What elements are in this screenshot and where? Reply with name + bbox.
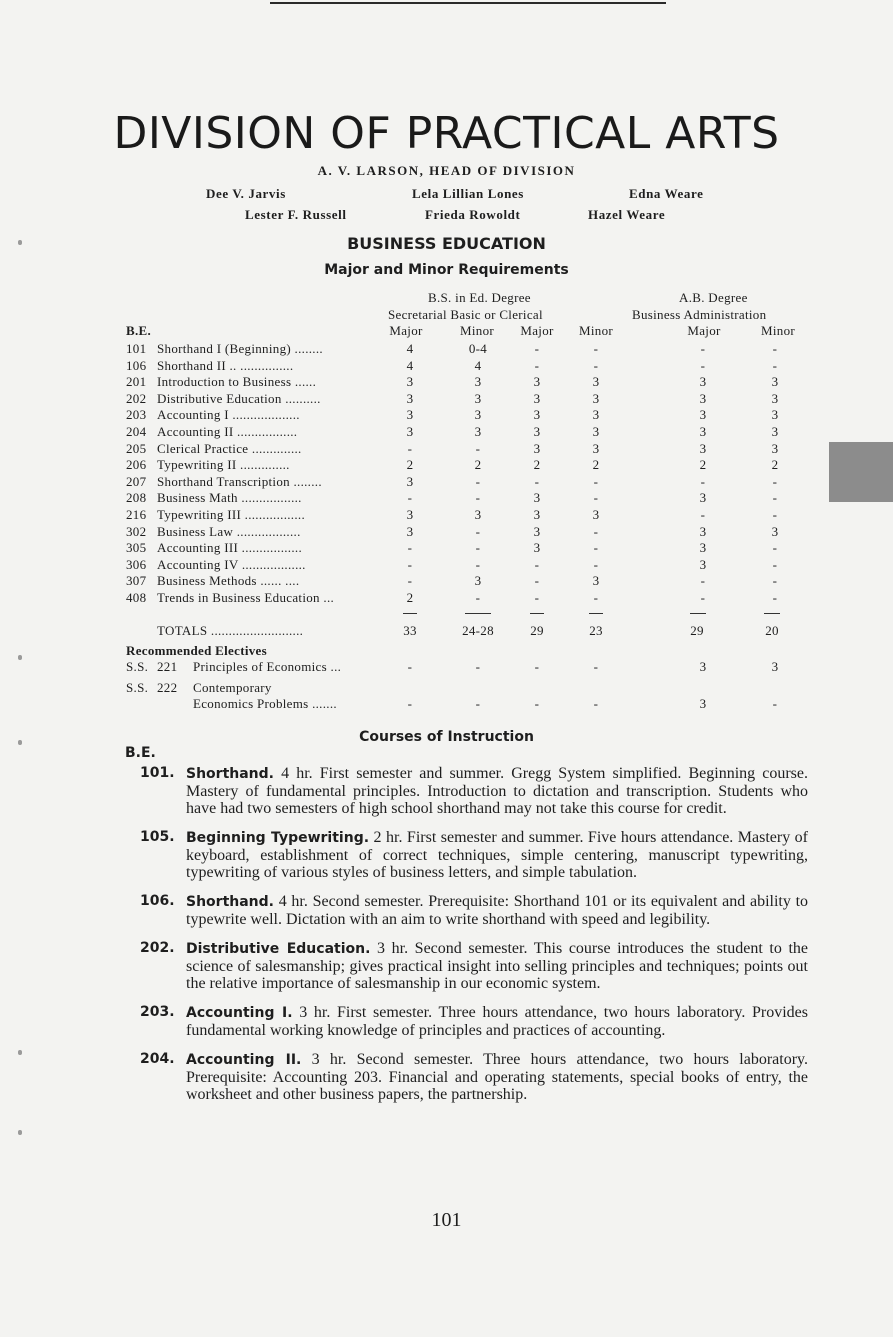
col-label: Major: [389, 323, 423, 338]
credit-value: 3: [406, 390, 414, 406]
credit-value: 3: [699, 556, 707, 572]
course-name: Shorthand Transcription ........: [157, 473, 322, 489]
course-name: Business Law ..................: [157, 523, 301, 539]
elective-value: -: [534, 659, 540, 674]
credit-value: -: [772, 590, 778, 605]
credit-value: 3: [533, 424, 541, 439]
course-entry: [108, 1051, 808, 1103]
course-entry-text: 3 hr. Second semester. Three hours attendance, two hours laboratory. Prerequisite: Accounting 203. Financial and operating statements, special books of entry, the worksheet and other business papers, the partnership.: [186, 1051, 809, 1103]
credit-value: -: [534, 590, 540, 605]
credit-value: -: [534, 556, 540, 572]
margin-mark: [18, 655, 22, 660]
credit-value: -: [534, 357, 540, 373]
credit-value: -: [407, 490, 413, 506]
credit-value: -: [772, 540, 778, 556]
credit-value: 3: [406, 407, 414, 423]
course-entry-body: [186, 829, 808, 881]
course-number: 307: [126, 573, 147, 589]
credit-value: 3: [533, 523, 541, 539]
credit-value: -: [700, 357, 706, 373]
division-head: A. V. LARSON, HEAD OF DIVISION: [317, 163, 576, 178]
credit-value: 2: [771, 457, 779, 473]
credit-value: -: [534, 573, 540, 589]
total-rule: [589, 613, 603, 614]
table-prefix: B.E.: [126, 323, 152, 338]
credit-value: 3: [533, 507, 541, 522]
page-edge-tab: [829, 442, 893, 502]
credit-value: 4: [474, 357, 482, 373]
electives-label: Recommended Electives: [126, 643, 267, 658]
course-entry-number: 106.: [140, 893, 175, 909]
course-entry-text: 4 hr. First semester and summer. Gregg System simplified. Beginning course. Mastery of fundamental principles. Introduction to dictation and transcription. Students who have had two semesters of high school shorthand may not take this course for credit.: [186, 765, 809, 817]
credit-value: 3: [771, 390, 779, 406]
course-entry-text: 4 hr. Second semester. Prerequisite: Shorthand 101 or its equivalent and ability to typewrite well. Dictation with an aim to write shorthand with speed and legibility.: [186, 893, 809, 928]
total-value: 29: [690, 623, 704, 638]
section-title: BUSINESS EDUCATION: [347, 234, 546, 253]
credit-value: -: [593, 556, 599, 572]
elective-name: Principles of Economics ...: [193, 659, 342, 674]
credit-value: -: [475, 590, 481, 605]
course-number: 305: [126, 540, 147, 556]
course-name: Accounting IV ..................: [157, 556, 306, 572]
course-name: Business Math .................: [157, 490, 302, 506]
course-entry-title: Beginning Typewriting.: [186, 830, 370, 846]
course-name: Trends in Business Education ...: [157, 590, 335, 605]
credit-value: 3: [533, 407, 541, 423]
course-name: Accounting I ...................: [157, 407, 300, 423]
credit-value: 3: [699, 424, 707, 439]
course-number: 408: [126, 590, 147, 605]
page-number: 101: [431, 1209, 462, 1231]
course-name: Distributive Education ..........: [157, 390, 321, 406]
credit-value: 3: [474, 573, 482, 589]
credit-value: 3: [592, 390, 600, 406]
course-entry-number: 202.: [140, 940, 175, 956]
course-number: 302: [126, 523, 147, 539]
credit-value: 2: [699, 457, 707, 473]
credit-value: -: [700, 507, 706, 522]
elective-prefix: S.S.: [126, 659, 149, 674]
credit-value: 3: [699, 523, 707, 539]
credit-value: -: [772, 473, 778, 489]
course-name: Accounting II .................: [157, 424, 298, 439]
elective-value: 3: [699, 659, 707, 674]
course-entry-title: Accounting II.: [186, 1052, 302, 1068]
course-name: Shorthand I (Beginning) ........: [157, 341, 323, 356]
credit-value: 3: [533, 490, 541, 506]
credit-value: -: [475, 523, 481, 539]
credit-value: -: [407, 556, 413, 572]
credit-value: 3: [533, 374, 541, 390]
credit-value: -: [772, 341, 778, 356]
course-number: 203: [126, 407, 147, 423]
credit-value: -: [700, 341, 706, 356]
total-value: 23: [589, 623, 603, 638]
credit-value: -: [593, 590, 599, 605]
course-name: Business Methods ...... ....: [157, 573, 300, 589]
credit-value: 3: [406, 374, 414, 390]
credit-value: 4: [406, 341, 414, 356]
staff-name: Hazel Weare: [588, 207, 666, 222]
elective-value: 3: [771, 659, 779, 674]
course-number: 202: [126, 390, 147, 406]
credit-value: 2: [406, 590, 414, 605]
course-entry-number: 203.: [140, 1004, 175, 1020]
course-entry: [108, 765, 808, 817]
course-entry: [108, 893, 808, 928]
course-entry-number: 105.: [140, 829, 175, 845]
course-entry-body: [186, 893, 808, 928]
credit-value: 3: [406, 473, 414, 489]
credit-value: -: [407, 540, 413, 556]
credit-value: 3: [406, 507, 414, 522]
col-label: Minor: [761, 323, 795, 338]
credit-value: 3: [592, 424, 600, 439]
credit-value: -: [593, 540, 599, 556]
credit-value: 3: [592, 407, 600, 423]
credit-value: -: [407, 573, 413, 589]
credit-value: -: [700, 590, 706, 605]
total-value: 24-28: [462, 623, 494, 638]
course-entry-body: [186, 1051, 808, 1103]
total-value: 33: [403, 623, 417, 638]
credit-value: 3: [771, 424, 779, 439]
elective-number: 222: [157, 680, 178, 695]
course-number: 204: [126, 424, 147, 439]
credit-value: 3: [474, 407, 482, 423]
total-rule: [764, 613, 780, 614]
course-number: 106: [126, 357, 147, 373]
credit-value: 3: [699, 490, 707, 506]
credit-value: 3: [406, 523, 414, 539]
course-number: 205: [126, 440, 147, 456]
course-entry-title: Shorthand.: [186, 894, 274, 910]
elective-prefix: S.S.: [126, 680, 149, 695]
top-border-line: [270, 2, 666, 4]
credit-value: 2: [592, 457, 600, 473]
course-name: Typewriting II ..............: [157, 457, 290, 473]
bs-degree-subheader: Secretarial Basic or Clerical: [388, 307, 543, 322]
elective-value: -: [407, 696, 413, 711]
credit-value: -: [772, 507, 778, 522]
col-label: Major: [687, 323, 721, 338]
course-entry: [108, 940, 808, 992]
course-entry-text: 3 hr. First semester. Three hours attendance, two hours laboratory. Provides fundamental working knowledge of principles and practices of accounting.: [186, 1004, 809, 1039]
credit-value: -: [475, 540, 481, 556]
elective-value: -: [772, 696, 778, 711]
course-entry-title: Shorthand.: [186, 766, 274, 782]
credit-value: 3: [474, 390, 482, 406]
course-entry-number: 204.: [140, 1051, 175, 1067]
margin-mark: [18, 1050, 22, 1055]
credit-value: 3: [406, 424, 414, 439]
ab-degree-header: A.B. Degree: [679, 290, 748, 305]
total-rule: [465, 613, 491, 614]
credit-value: 2: [533, 457, 541, 473]
section-subtitle: Major and Minor Requirements: [324, 262, 569, 278]
credit-value: 2: [406, 457, 414, 473]
credit-value: 3: [474, 424, 482, 439]
credit-value: -: [700, 573, 706, 589]
course-entry-body: [186, 765, 808, 817]
credit-value: -: [593, 473, 599, 489]
course-entry-number: 101.: [140, 765, 175, 781]
credit-value: 3: [699, 440, 707, 456]
credit-value: 3: [699, 540, 707, 556]
course-number: 101: [126, 341, 147, 356]
credit-value: 3: [699, 390, 707, 406]
credit-value: -: [475, 556, 481, 572]
credit-value: 3: [533, 440, 541, 456]
credit-value: -: [593, 523, 599, 539]
credit-value: 3: [699, 407, 707, 423]
elective-name: Contemporary: [193, 680, 272, 695]
credit-value: -: [593, 341, 599, 356]
elective-value: -: [475, 696, 481, 711]
credit-value: 3: [771, 374, 779, 390]
course-entry: [108, 1004, 808, 1039]
division-title: DIVISION OF PRACTICAL ARTS: [113, 108, 780, 159]
course-number: 306: [126, 556, 147, 572]
col-label: Minor: [460, 323, 494, 338]
total-rule: [690, 613, 706, 614]
totals-label: TOTALS ..........................: [157, 623, 304, 638]
credit-value: 3: [474, 507, 482, 522]
elective-name-cont: Economics Problems .......: [193, 696, 337, 711]
courses-title: Courses of Instruction: [359, 729, 534, 745]
elective-value: -: [475, 659, 481, 674]
course-entry: [108, 829, 808, 881]
course-number: 207: [126, 473, 147, 489]
elective-number: 221: [157, 659, 178, 674]
course-entry-title: Accounting I.: [186, 1005, 293, 1021]
credit-value: 3: [533, 390, 541, 406]
staff-name: Frieda Rowoldt: [425, 207, 521, 222]
credit-value: 3: [592, 573, 600, 589]
course-number: 201: [126, 374, 147, 390]
credit-value: 3: [699, 374, 707, 390]
course-entry-text: 2 hr. First semester and summer. Five hours attendance. Mastery of keyboard, establishment of correct techniques, simple centering, manuscript typewriting, typewriting of various styles of business letters, and simple tabulation.: [186, 829, 809, 881]
credit-value: 3: [592, 374, 600, 390]
total-value: 20: [765, 623, 779, 638]
course-entry-body: [186, 940, 808, 992]
credit-value: 4: [406, 357, 414, 373]
elective-value: -: [407, 659, 413, 674]
bs-degree-header: B.S. in Ed. Degree: [428, 290, 531, 305]
course-name: Clerical Practice ..............: [157, 440, 302, 456]
credit-value: -: [700, 473, 706, 489]
credit-value: -: [593, 490, 599, 506]
course-entry-body: [186, 1004, 808, 1039]
staff-name: Lester F. Russell: [245, 207, 347, 222]
course-number: 206: [126, 457, 147, 473]
elective-value: -: [593, 659, 599, 674]
course-entry-text: 3 hr. Second semester. This course introduces the student to the science of salesmanship; gives practical insight into selling principles and techniques; points out the relative importance of salesmanship in our economic system.: [186, 940, 808, 992]
elective-value: 3: [699, 696, 707, 711]
margin-mark: [18, 1130, 22, 1135]
credit-value: 3: [771, 523, 779, 539]
ab-degree-subheader: Business Administration: [632, 307, 767, 322]
credit-value: 3: [533, 540, 541, 556]
elective-value: -: [534, 696, 540, 711]
courses-prefix: B.E.: [125, 745, 156, 761]
staff-name: Lela Lillian Lones: [412, 186, 524, 201]
course-number: 208: [126, 490, 147, 506]
credit-value: 3: [592, 507, 600, 522]
col-label: Minor: [579, 323, 613, 338]
course-number: 216: [126, 507, 147, 522]
course-name: Introduction to Business ......: [157, 374, 317, 390]
credit-value: 3: [771, 440, 779, 456]
credit-value: -: [772, 573, 778, 589]
credit-value: 3: [474, 374, 482, 390]
credit-value: 3: [771, 407, 779, 423]
total-value: 29: [530, 623, 544, 638]
total-rule: [403, 613, 417, 614]
credit-value: -: [772, 556, 778, 572]
course-entry-title: Distributive Education.: [186, 941, 371, 957]
credit-value: -: [534, 473, 540, 489]
col-label: Major: [520, 323, 554, 338]
credit-value: -: [772, 490, 778, 506]
credit-value: 3: [592, 440, 600, 456]
credit-value: 2: [474, 457, 482, 473]
course-name: Typewriting III .................: [157, 507, 305, 522]
credit-value: -: [475, 473, 481, 489]
credit-value: -: [475, 440, 481, 456]
total-rule: [530, 613, 544, 614]
course-name: Shorthand II .. ...............: [157, 357, 294, 373]
course-list: [108, 765, 808, 1115]
elective-value: -: [593, 696, 599, 711]
staff-name: Dee V. Jarvis: [206, 186, 286, 201]
credit-value: -: [475, 490, 481, 506]
credit-value: 0-4: [468, 341, 488, 356]
staff-name: Edna Weare: [629, 186, 704, 201]
course-name: Accounting III .................: [157, 540, 302, 556]
credit-value: -: [593, 357, 599, 373]
credit-value: -: [772, 357, 778, 373]
credit-value: -: [534, 341, 540, 356]
credit-value: -: [407, 440, 413, 456]
